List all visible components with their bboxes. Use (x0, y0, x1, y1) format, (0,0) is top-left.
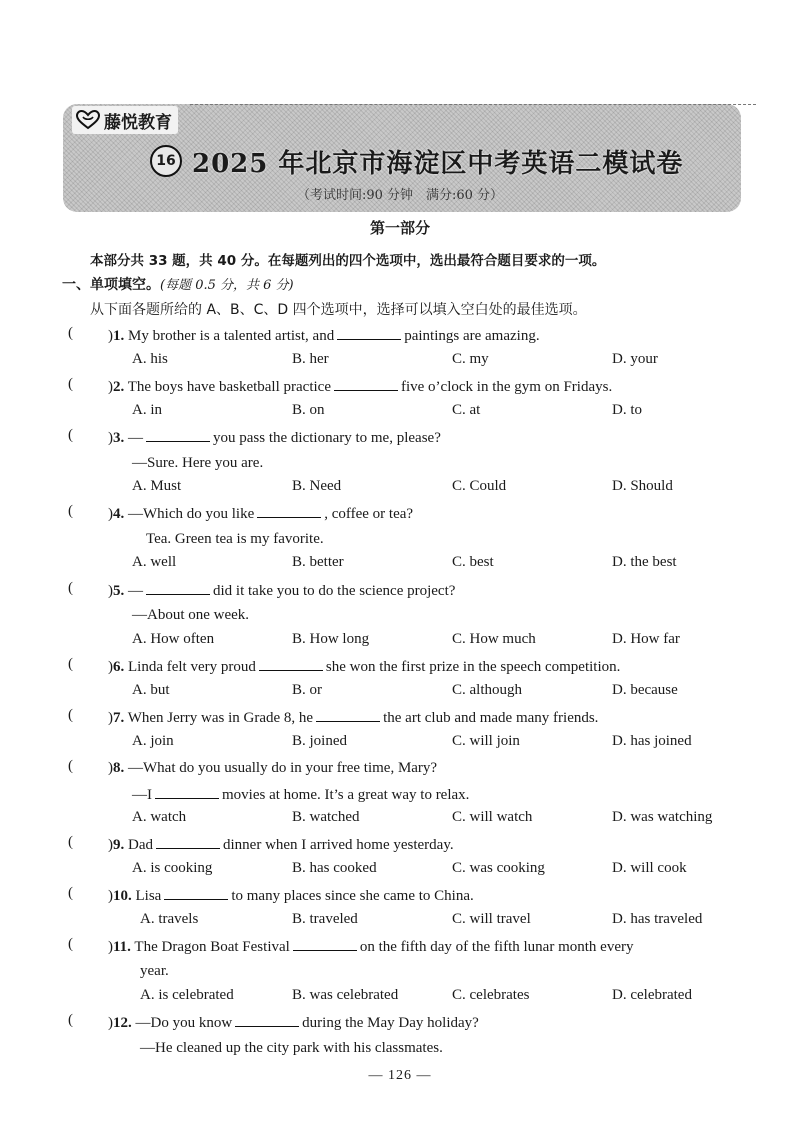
answer-bracket[interactable]: ( (68, 758, 73, 774)
option-d[interactable]: D. to (612, 402, 642, 418)
part-intro: 本部分共 33 题，共 40 分。在每题列出的四个选项中，选出最符合题目要求的一项。 (90, 253, 606, 269)
option-b[interactable]: B. was celebrated (292, 987, 399, 1003)
option-b[interactable]: B. on (292, 402, 325, 418)
answer-bracket[interactable]: ( (68, 325, 73, 341)
part-title: 第一部分 (369, 219, 430, 237)
option-a[interactable]: A. but (132, 682, 170, 698)
answer-bracket[interactable]: ( (68, 427, 73, 443)
option-a[interactable]: A. watch (132, 809, 187, 825)
question-11-cont: year. (140, 963, 169, 979)
option-d[interactable]: D. was watching (612, 809, 713, 825)
option-a[interactable]: A. well (132, 554, 177, 570)
option-c[interactable]: C. celebrates (452, 987, 530, 1003)
answer-blank (156, 834, 220, 849)
option-b[interactable]: B. How long (292, 631, 370, 647)
question-5-reply: —About one week. (132, 607, 250, 623)
option-c[interactable]: C. although (452, 682, 522, 698)
option-a[interactable]: A. travels (140, 911, 199, 927)
question-8: )8. —What do you usually do in your free time, Mary? (108, 760, 438, 776)
answer-blank (164, 885, 228, 900)
brand-logo (72, 106, 178, 134)
option-d[interactable]: D. the best (612, 554, 677, 570)
option-a[interactable]: A. in (132, 402, 162, 418)
question-9: )9. Dad dinner when I arrived home yesterday. (108, 834, 454, 855)
answer-bracket[interactable]: ( (68, 656, 73, 672)
section-instruction: 从下面各题所给的 A、B、C、D 四个选项中，选择可以填入空白处的最佳选项。 (90, 302, 587, 318)
question-6: )6. Linda felt very proud she won the first prize in the speech competition. (108, 656, 620, 677)
option-d[interactable]: D. has traveled (612, 911, 703, 927)
question-1: )1. My brother is a talented artist, and paintings are amazing. (108, 325, 540, 346)
question-5: )5. — did it take you to do the science project? (108, 580, 455, 601)
answer-blank (235, 1012, 299, 1027)
question-4: )4. —Which do you like , coffee or tea? (108, 503, 413, 524)
exam-title: 2025 年北京市海淀区中考英语二模试卷 (192, 148, 684, 179)
option-c[interactable]: C. will watch (452, 809, 533, 825)
option-b[interactable]: B. joined (292, 733, 347, 749)
option-a[interactable]: A. is cooking (132, 860, 213, 876)
option-d[interactable]: D. your (612, 351, 658, 367)
exam-title-row (150, 143, 690, 179)
question-2: )2. The boys have basketball practice five o’clock in the gym on Fridays. (108, 376, 612, 397)
answer-bracket[interactable]: ( (68, 503, 73, 519)
question-10: )10. Lisa to many places since she came to China. (108, 885, 474, 906)
answer-blank (257, 503, 321, 518)
heart-logo-icon (76, 110, 100, 130)
answer-blank (146, 580, 210, 595)
option-a[interactable]: A. join (132, 733, 174, 749)
exam-number-badge: 16 (150, 145, 182, 177)
option-d[interactable]: D. will cook (612, 860, 687, 876)
exam-meta: （考试时间:90 分钟 满分:60 分） (296, 188, 504, 203)
option-c[interactable]: C. best (452, 554, 494, 570)
question-4-reply: Tea. Green tea is my favorite. (146, 531, 324, 547)
option-d[interactable]: D. has joined (612, 733, 692, 749)
question-12: )12. —Do you know during the May Day holiday? (108, 1012, 479, 1033)
answer-bracket[interactable]: ( (68, 580, 73, 596)
option-a[interactable]: A. Must (132, 478, 182, 494)
answer-blank (293, 936, 357, 951)
answer-blank (334, 376, 398, 391)
option-c[interactable]: C. will travel (452, 911, 531, 927)
option-b[interactable]: B. better (292, 554, 344, 570)
answer-bracket[interactable]: ( (68, 376, 73, 392)
option-b[interactable]: B. watched (292, 809, 360, 825)
option-a[interactable]: A. his (132, 351, 168, 367)
option-b[interactable]: B. her (292, 351, 329, 367)
option-b[interactable]: B. or (292, 682, 322, 698)
option-a[interactable]: A. How often (132, 631, 215, 647)
answer-blank (146, 427, 210, 442)
answer-bracket[interactable]: ( (68, 936, 73, 952)
answer-bracket[interactable]: ( (68, 885, 73, 901)
question-11: )11. The Dragon Boat Festival on the fifth day of the fifth lunar month every (108, 936, 633, 957)
option-b[interactable]: B. traveled (292, 911, 358, 927)
option-c[interactable]: C. will join (452, 733, 520, 749)
option-b[interactable]: B. Need (292, 478, 342, 494)
question-3-reply: —Sure. Here you are. (132, 455, 264, 471)
header-rule (190, 104, 756, 105)
answer-bracket[interactable]: ( (68, 707, 73, 723)
option-c[interactable]: C. was cooking (452, 860, 545, 876)
question-3: )3. — you pass the dictionary to me, please? (108, 427, 441, 448)
question-8-reply: —I movies at home. It’s a great way to relax. (132, 784, 469, 805)
answer-bracket[interactable]: ( (68, 1012, 73, 1028)
section-title-text: 一、单项填空。 (62, 277, 160, 293)
answer-bracket[interactable]: ( (68, 834, 73, 850)
brand-name: 藤悦教育 (104, 112, 172, 133)
page-number: — 126 — (368, 1068, 432, 1083)
answer-blank (337, 325, 401, 340)
section-note: (每题 0.5 分，共 6 分) (160, 278, 294, 293)
option-d[interactable]: D. celebrated (612, 987, 692, 1003)
option-c[interactable]: C. Could (452, 478, 507, 494)
option-d[interactable]: D. because (612, 682, 678, 698)
answer-blank (155, 784, 219, 799)
option-b[interactable]: B. has cooked (292, 860, 377, 876)
option-a[interactable]: A. is celebrated (140, 987, 234, 1003)
option-c[interactable]: C. my (452, 351, 489, 367)
question-7: )7. When Jerry was in Grade 8, he the art club and made many friends. (108, 707, 598, 728)
answer-blank (259, 656, 323, 671)
option-c[interactable]: C. at (452, 402, 481, 418)
section-title (62, 274, 294, 294)
question-12-reply: —He cleaned up the city park with his classmates. (140, 1040, 443, 1056)
option-c[interactable]: C. How much (452, 631, 536, 647)
option-d[interactable]: D. How far (612, 631, 680, 647)
answer-blank (316, 707, 380, 722)
option-d[interactable]: D. Should (612, 478, 673, 494)
